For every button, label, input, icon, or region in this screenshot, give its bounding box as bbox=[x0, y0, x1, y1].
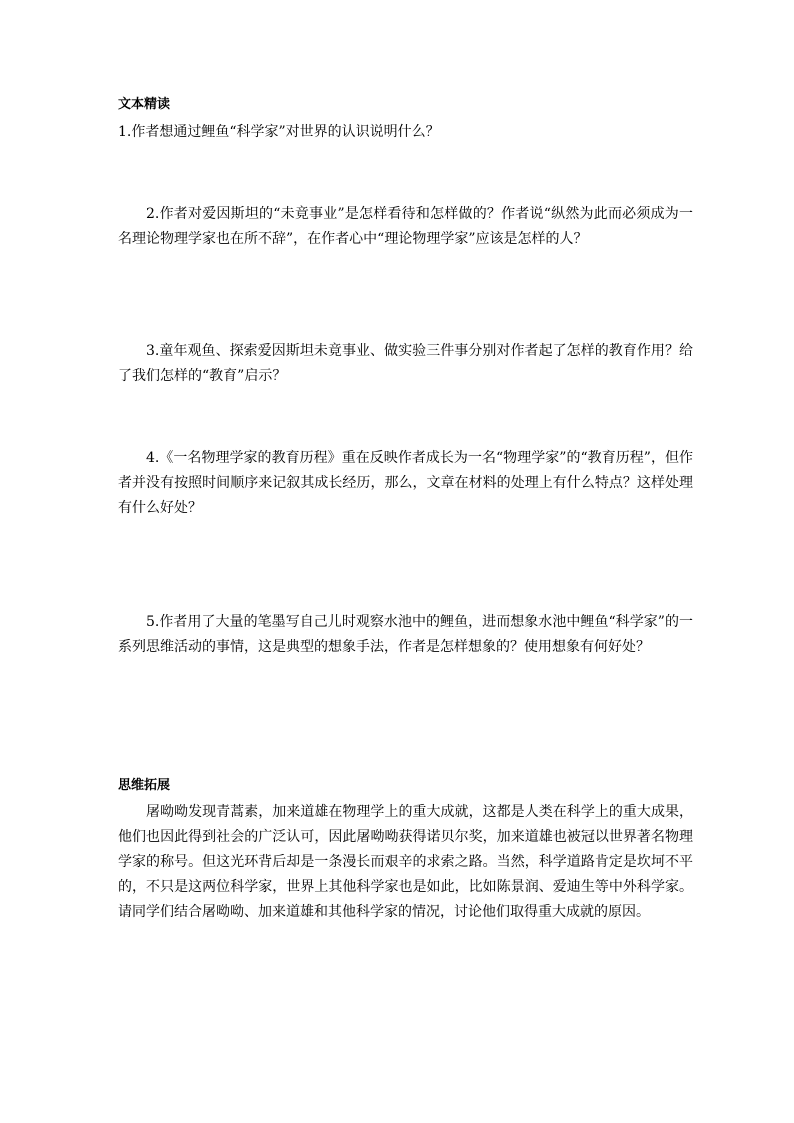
section-heading-thinking-expansion: 思维拓展 bbox=[118, 778, 171, 793]
expansion-paragraph: 屠呦呦发现青蒿素，加来道雄在物理学上的重大成就，这都是人类在科学上的重大成果，他们也因此得到社会的广泛认可，因此屠呦呦获得诺贝尔奖，加来道雄也被冠以世界著名物理学家的称号。但这光环背后却是一条漫长而艰辛的求索之路。当然，科学道路肯定是坎坷不平的，不只是这两位科学家，世界上其他科学家也是如此，比如陈景润、爱迪生等中外科学家。请同学们结合屠呦呦、加来道雄和其他科学家的情况，讨论他们取得重大成就的原因。 bbox=[118, 804, 693, 920]
question-5: 5.作者用了大量的笔墨写自己儿时观察水池中的鲤鱼，进而想象水池中鲤鱼“科学家”的一系列思维活动的事情，这是典型的想象手法，作者是怎样想象的？使用想象有何好处？ bbox=[118, 614, 693, 655]
section-heading-text-reading: 文本精读 bbox=[118, 97, 171, 112]
question-4: 4.《一名物理学家的教育历程》重在反映作者成长为一名“物理学家”的“教育历程”，但作者并没有按照时间顺序来记叙其成长经历，那么，文章在材料的处理上有什么特点？这样处理有什么好处？ bbox=[118, 450, 693, 516]
question-3: 3.童年观鱼、探索爱因斯坦未竟事业、做实验三件事分别对作者起了怎样的教育作用？给了我们怎样的“教育”启示？ bbox=[118, 343, 693, 384]
question-1: 1.作者想通过鲤鱼“科学家”对世界的认识说明什么？ bbox=[118, 124, 440, 140]
question-2: 2.作者对爱因斯坦的“未竟事业”是怎样看待和怎样做的？作者说“纵然为此而必须成为一名理论物理学家也在所不辞”，在作者心中“理论物理学家”应该是怎样的人？ bbox=[118, 206, 693, 247]
